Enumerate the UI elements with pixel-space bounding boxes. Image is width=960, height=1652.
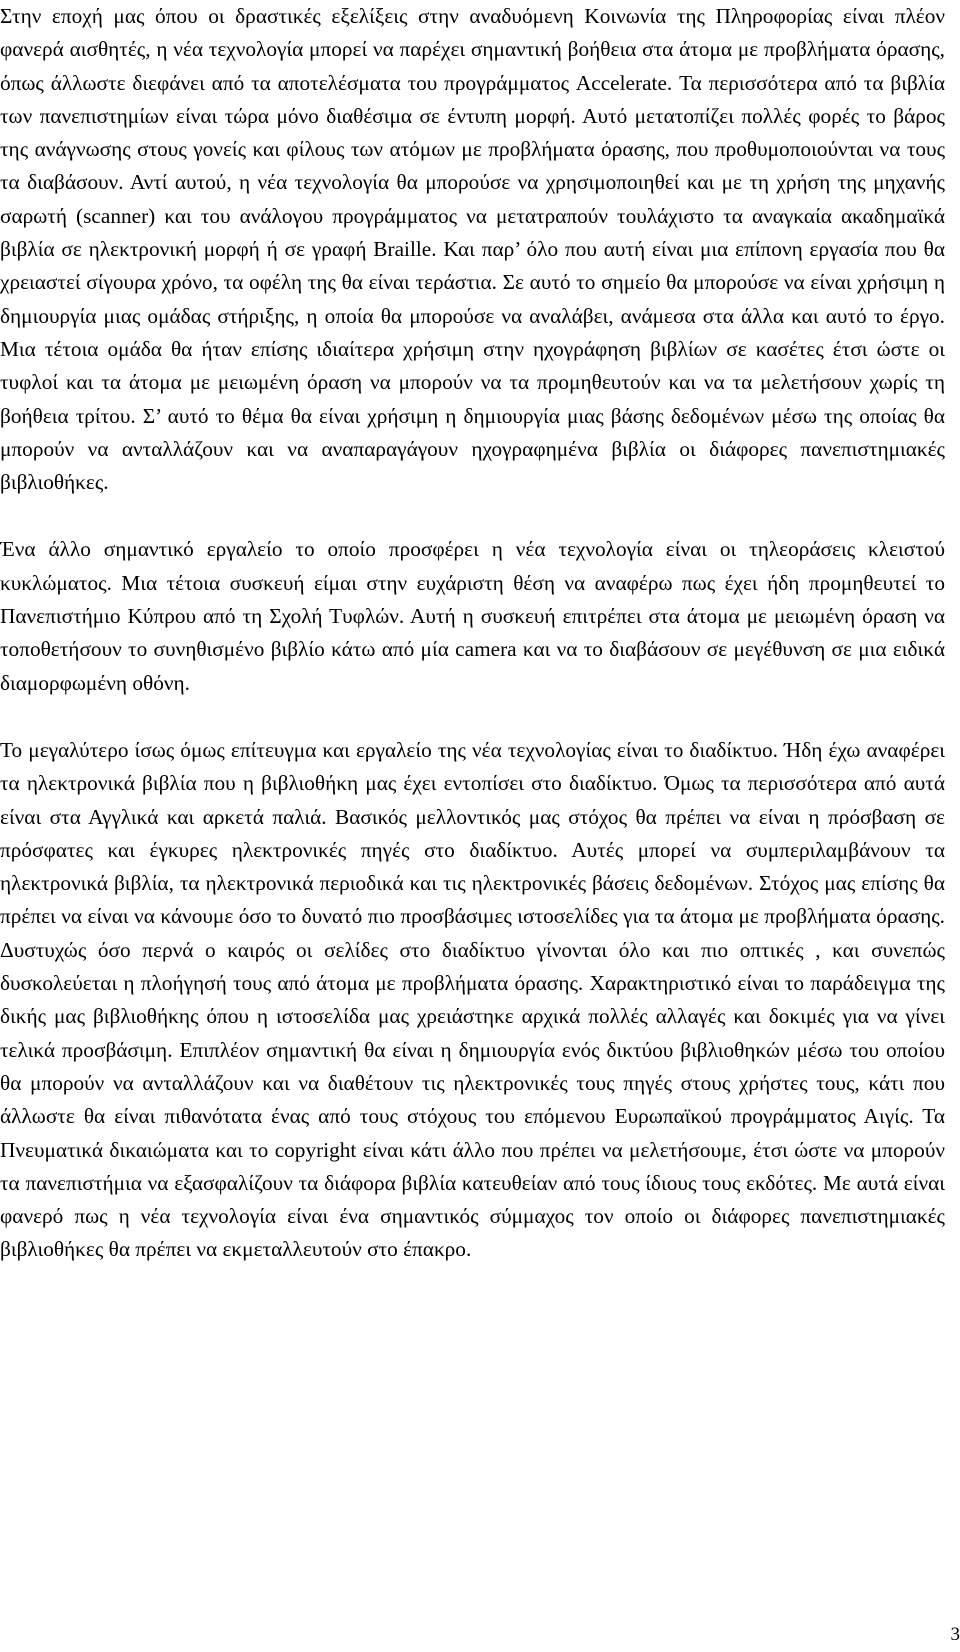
paragraph-2: Ένα άλλο σημαντικό εργαλείο το οποίο προσφέρει η νέα τεχνολογία είναι οι τηλεοράσεις κλειστού κυκλώματος. Μια τέτοια συσκευή είμαι στην ευχάριστη θέση να αναφέρω πως έχει ήδη προμηθευτεί το Πανεπιστήμιο Κύπρου από τη Σχολή Τυφλών. Αυτή η συσκευή επιτρέπει στα άτομα με μειωμένη όραση να τοποθετήσουν το συνηθισμένο βιβλίο κάτω από μία camera και να το διαβάσουν σε μεγέθυνση σε μια ειδικά διαμορφωμένη οθόνη. — [0, 537, 945, 695]
page-number: 3 — [950, 1624, 960, 1645]
paragraph-1: Στην εποχή μας όπου οι δραστικές εξελίξεις στην αναδυόμενη Κοινωνία της Πληροφορίας είναι πλέον φανερά αισθητές, η νέα τεχνολογία μπορεί να παρέχει σημαντική βοήθεια στα άτομα με προβλήματα όρασης, όπως άλλωστε διεφάνει από τα αποτελέσματα του προγράμματος Accelerate. Τα περισσότερα από τα βιβλία των πανεπιστημίων είναι τώρα μόνο διαθέσιμα σε έντυπη μορφή. Αυτό μετατοπίζει πολλές φορές το βάρος της ανάγνωσης στους γονείς και φίλους των ατόμων με προβλήματα όρασης, που προθυμοποιούνται να τους τα διαβάσουν. Αντί αυτού, η νέα τεχνολογία θα μπορούσε να χρησιμοποιηθεί και με τη χρήση της μηχανής σαρωτή (scanner) και του ανάλογου προγράμματος να μετατραπούν τουλάχιστο τα αναγκαία ακαδημαϊκά βιβλία σε ηλεκτρονική μορφή ή σε γραφή Braille. Και παρ’ όλο που αυτή είναι μια επίπονη εργασία που θα χρειαστεί σίγουρα χρόνο, τα οφέλη της θα είναι τεράστια. Σε αυτό το σημείο θα μπορούσε να είναι χρήσιμη η δημιουργία μιας ομάδας στήριξης, η οποία θα μπορούσε να αναλάβει, ανάμεσα στα άλλα και αυτό το έργο. Μια τέτοια ομάδα θα ήταν επίσης ιδιαίτερα χρήσιμη στην ηχογράφηση βιβλίων σε κασέτες έτσι ώστε οι τυφλοί και τα άτομα με μειωμένη όραση να μπορούν να τα προμηθευτούν και να τα μελετήσουν χωρίς τη βοήθεια τρίτου. Σ’ αυτό το θέμα θα είναι χρήσιμη η δημιουργία μιας βάσης δεδομένων μέσω της οποίας θα μπορούν να ανταλλάζουν και να αναπαραγάγουν ηχογραφημένα βιβλία οι διάφορες πανεπιστημιακές βιβλιοθήκες. — [0, 4, 945, 495]
paragraph-3: Το μεγαλύτερο ίσως όμως επίτευγμα και εργαλείο της νέα τεχνολογίας είναι το διαδίκτυο. Ήδη έχω αναφέρει τα ηλεκτρονικά βιβλία που η βιβλιοθήκη μας έχει εντοπίσει στο διαδίκτυο. Όμως τα περισσότερα από αυτά είναι στα Αγγλικά και αρκετά παλιά. Βασικός μελλοντικός μας στόχος θα πρέπει να είναι η πρόσβαση σε πρόσφατες και έγκυρες ηλεκτρονικές πηγές στο διαδίκτυο. Αυτές μπορεί να συμπεριλαμβάνουν τα ηλεκτρονικά βιβλία, τα ηλεκτρονικά περιοδικά και τις ηλεκτρονικές βάσεις δεδομένων. Στόχος μας επίσης θα πρέπει να είναι να κάνουμε όσο το δυνατό πιο προσβάσιμες ιστοσελίδες για τα άτομα με προβλήματα όρασης. Δυστυχώς όσο περνά ο καιρός οι σελίδες στο διαδίκτυο γίνονται όλο και πιο οπτικές , και συνεπώς δυσκολεύεται η πλοήγησή τους από άτομα με προβλήματα όρασης. Χαρακτηριστικό είναι το παράδειγμα της δικής μας βιβλιοθήκης όπου η ιστοσελίδα μας χρειάστηκε αρχικά πολλές αλλαγές και δοκιμές για να γίνει τελικά προσβάσιμη. Επιπλέον σημαντική θα είναι η δημιουργία ενός δικτύου βιβλιοθηκών μέσω του οποίου θα μπορούν να ανταλλάζουν και να διαθέτουν τις ηλεκτρονικές τους πηγές στους χρήστες τους, κάτι που άλλωστε θα είναι πιθανότατα ένας από τους στόχους του επόμενου Ευρωπαϊκού προγράμματος Αιγίς. Τα Πνευματικά δικαιώματα και το copyright είναι κάτι άλλο που πρέπει να μελετήσουμε, έτσι ώστε να μπορούν τα πανεπιστήμια να εξασφαλίζουν τα διάφορα βιβλία κατευθείαν από τους ίδιους τους εκδότες. Με αυτά είναι φανερό πως η νέα τεχνολογία είναι ένα σημαντικός σύμμαχος τον οποίο οι διάφορες πανεπιστημιακές βιβλιοθήκες θα πρέπει να εκμεταλλευτούν στο έπακρο. — [0, 737, 945, 1262]
